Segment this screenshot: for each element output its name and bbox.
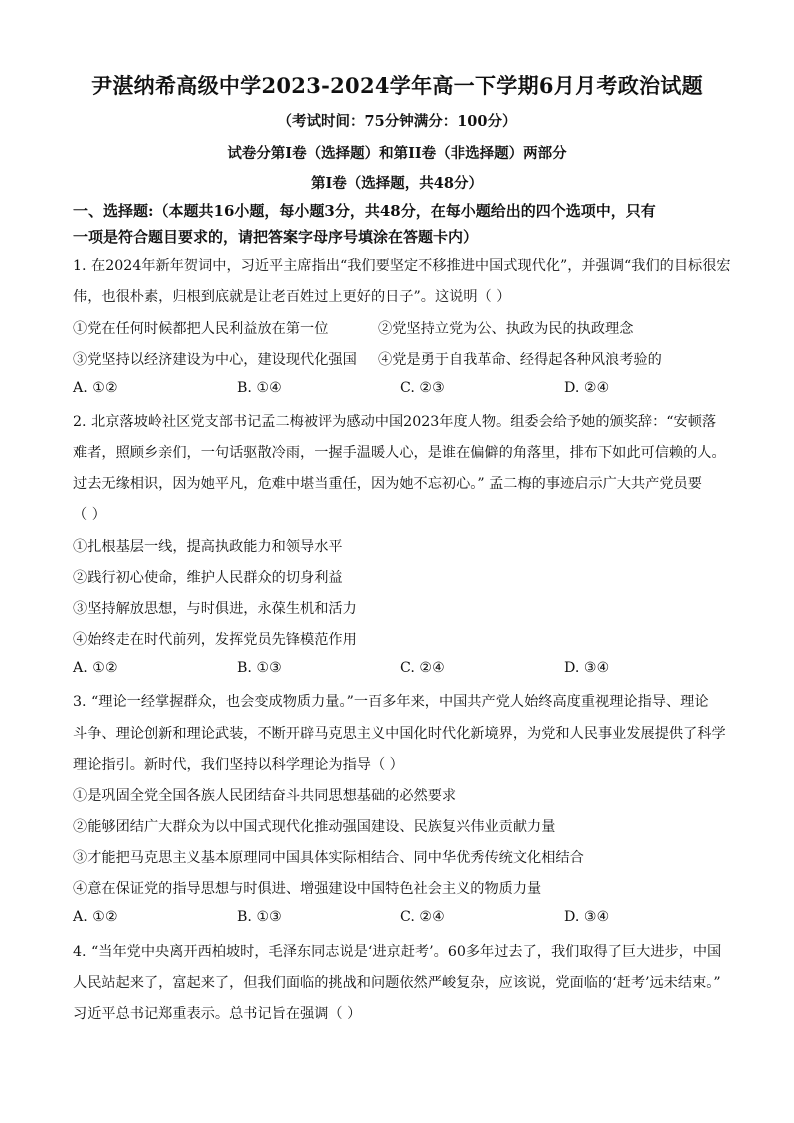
- question-2-item: ③坚持解放思想，与时俱进，永葆生机和活力: [73, 601, 357, 617]
- question-2-item: ②践行初心使命，维护人民群众的切身利益: [73, 570, 343, 586]
- question-1-item: ③党坚持以经济建设为中心，建设现代化强国: [73, 352, 357, 368]
- option-d[interactable]: D. ③④: [564, 660, 610, 676]
- question-3-stem: 理论指引。新时代，我们坚持以科学理论为指导（ ）: [73, 757, 404, 773]
- question-1-stem: 1. 在2024年新年贺词中，习近平主席指出“我们要坚定不移推进中国式现代化”，并强调“我们的目标很宏: [73, 258, 731, 274]
- exam-info: （考试时间：75分钟满分：100分）: [277, 113, 517, 130]
- section-heading-line: 一项是符合题目要求的，请把答案字母序号填涂在答题卡内）: [73, 228, 479, 246]
- option-d[interactable]: D. ②④: [564, 380, 610, 396]
- exam-title: 尹湛纳希高级中学2023-2024学年高一下学期6月月考政治试题: [91, 73, 703, 98]
- question-1-stem: 伟，也很朴素，归根到底就是让老百姓过上更好的日子”。这说明（ ）: [73, 289, 511, 305]
- question-2-item: ④始终走在时代前列，发挥党员先锋模范作用: [73, 632, 357, 648]
- question-2-stem: （ ）: [73, 507, 106, 523]
- option-a[interactable]: A. ①②: [73, 660, 118, 676]
- part-one-heading: 第I卷（选择题，共48分）: [311, 175, 483, 192]
- question-1-item: ④党是勇于自我革命、经得起各种风浪考验的: [378, 352, 662, 368]
- question-2-stem: 过去无缘相识，因为她平凡，危难中堪当重任，因为她不忘初心。” 孟二梅的事迹启示广大共产党员要: [73, 476, 702, 492]
- section-heading: [73, 198, 733, 250]
- question-1-item: ①党在任何时候都把人民利益放在第一位: [73, 321, 329, 337]
- option-c[interactable]: C. ②④: [400, 909, 445, 925]
- question-4-stem: 习近平总书记郑重表示。总书记旨在强调（ ）: [73, 1006, 362, 1022]
- paper-structure: 试卷分第I卷（选择题）和第II卷（非选择题）两部分: [227, 145, 567, 162]
- option-b[interactable]: B. ①③: [237, 909, 282, 925]
- question-3-item: ①是巩固全党全国各族人民团结奋斗共同思想基础的必然要求: [73, 788, 457, 804]
- question-3-stem: 斗争、理论创新和理论武装，不断开辟马克思主义中国化时代化新境界，为党和人民事业发展提供了科学: [73, 726, 726, 742]
- question-3-item: ④意在保证党的指导思想与时俱进、增强建设中国特色社会主义的物质力量: [73, 881, 542, 897]
- question-3-item: ③才能把马克思主义基本原理同中国具体实际相结合、同中华优秀传统文化相结合: [73, 850, 584, 866]
- question-2-stem: 难者，照顾乡亲们，一句话驱散冷雨，一握手温暖人心，是谁在偏僻的角落里，排布下如此可信赖的人。: [73, 445, 726, 461]
- option-c[interactable]: C. ②④: [400, 660, 445, 676]
- option-a[interactable]: A. ①②: [73, 380, 118, 396]
- question-2-stem: 2. 北京落坡岭社区党支部书记孟二梅被评为感动中国2023年度人物。组委会给予她的颁奖辞：“安顿落: [73, 414, 717, 430]
- option-b[interactable]: B. ①③: [237, 660, 282, 676]
- option-c[interactable]: C. ②③: [400, 380, 445, 396]
- question-3-item: ②能够团结广大群众为以中国式现代化推动强国建设、民族复兴伟业贡献力量: [73, 819, 556, 835]
- question-2-item: ①扎根基层一线，提高执政能力和领导水平: [73, 539, 343, 555]
- option-b[interactable]: B. ①④: [237, 380, 282, 396]
- section-heading-line: 一、选择题:（本题共16小题，每小题3分，共48分，在每小题给出的四个选项中，只有: [73, 202, 656, 220]
- question-3-stem: 3. “理论一经掌握群众，也会变成物质力量。”一百多年来，中国共产党人始终高度重视理论指导、理论: [73, 694, 709, 710]
- question-1-item: ②党坚持立党为公、执政为民的执政理念: [378, 321, 634, 337]
- question-4-stem: 4. “当年党中央离开西柏坡时，毛泽东同志说是‘进京赶考’。60多年过去了，我们取得了巨大进步，中国: [73, 944, 722, 960]
- question-4-stem: 人民站起来了，富起来了，但我们面临的挑战和问题依然严峻复杂，应该说，党面临的‘赶考’远未结束。”: [73, 975, 721, 991]
- option-a[interactable]: A. ①②: [73, 909, 118, 925]
- option-d[interactable]: D. ③④: [564, 909, 610, 925]
